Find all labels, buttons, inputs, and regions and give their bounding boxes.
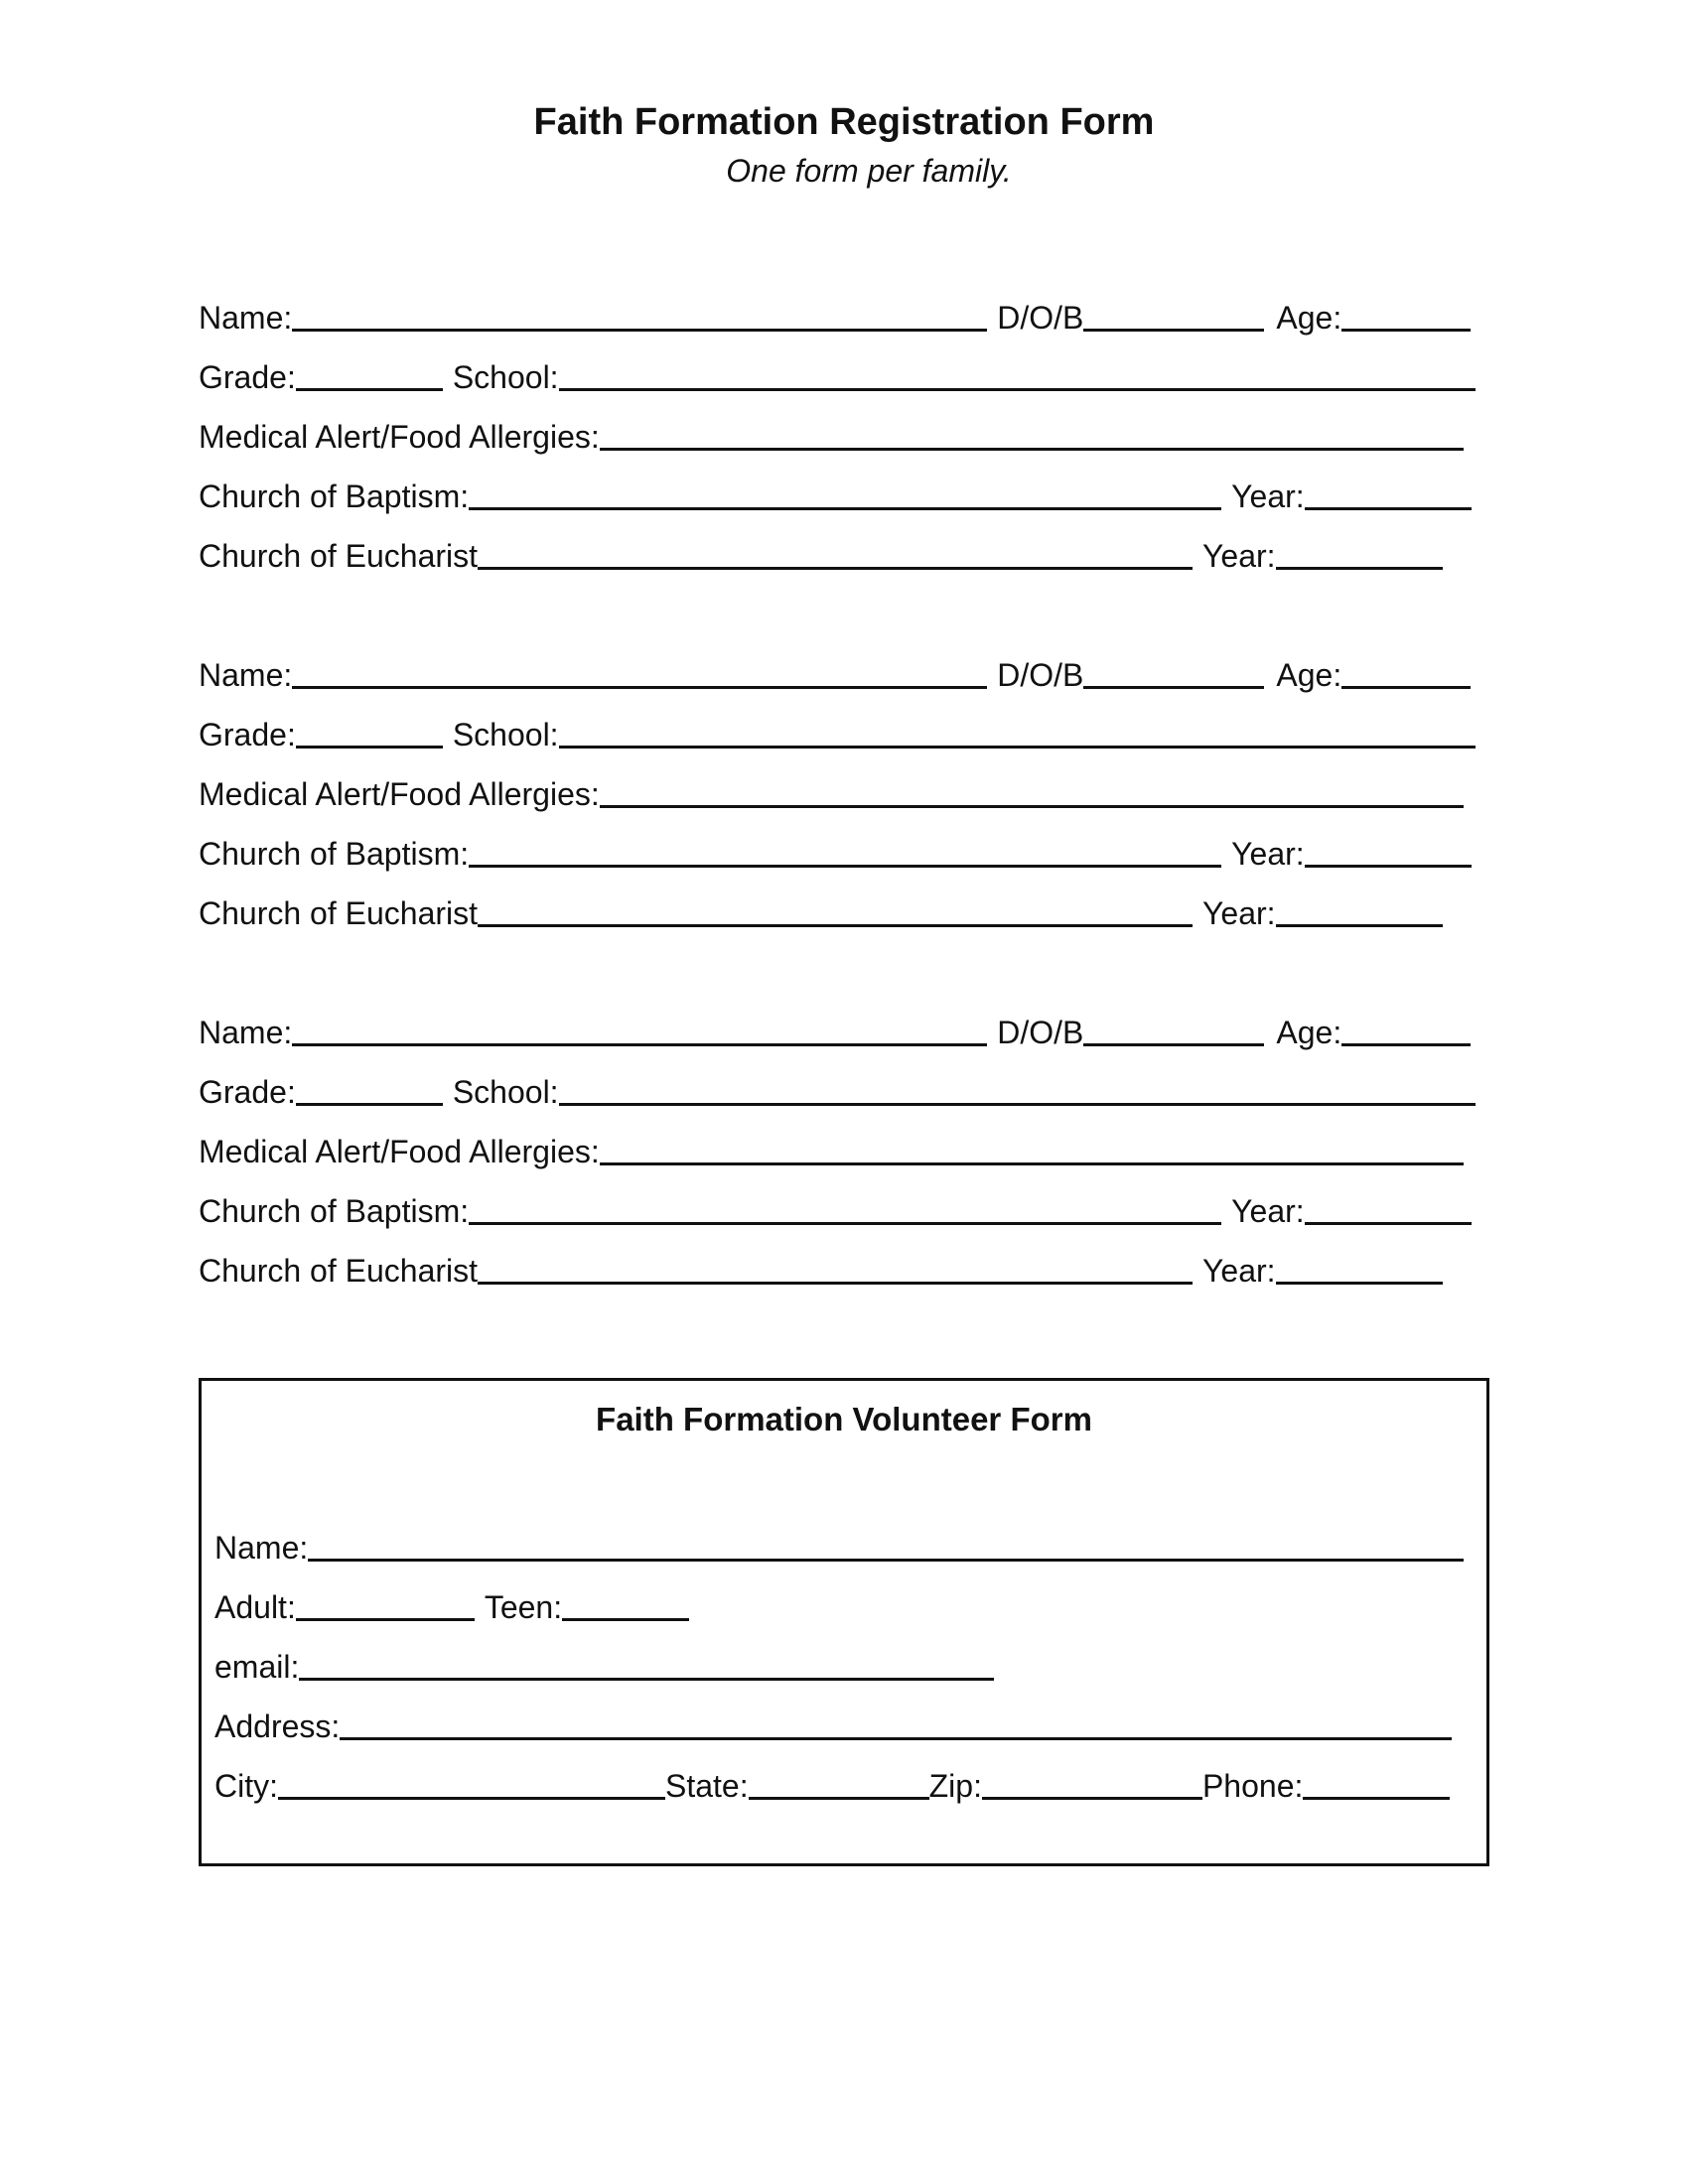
- dob-label: D/O/B: [997, 1015, 1084, 1050]
- email-label: email:: [214, 1649, 300, 1685]
- baptism-year-field[interactable]: [1305, 478, 1472, 510]
- address-label: Address:: [214, 1708, 341, 1744]
- eucharist-label: Church of Eucharist: [199, 538, 479, 574]
- child-1-name-row: [199, 298, 1471, 338]
- page-subtitle: One form per family.: [726, 153, 1012, 189]
- city-field[interactable]: [278, 1767, 665, 1800]
- volunteer-adult-teen-row: [214, 1587, 689, 1627]
- school-field[interactable]: [559, 716, 1476, 749]
- eucharist-year-field[interactable]: [1276, 1252, 1443, 1285]
- zip-label: Zip:: [928, 1768, 982, 1804]
- grade-label: Grade:: [199, 717, 296, 752]
- baptism-year-label: Year:: [1231, 836, 1305, 872]
- child-3-grade-row: [199, 1072, 1476, 1112]
- eucharist-field[interactable]: [478, 894, 1193, 927]
- medical-field[interactable]: [600, 775, 1464, 808]
- volunteer-name-field[interactable]: [308, 1529, 1464, 1562]
- school-label: School:: [452, 1074, 559, 1110]
- adult-field[interactable]: [296, 1588, 475, 1621]
- age-label: Age:: [1276, 1015, 1342, 1050]
- age-label: Age:: [1276, 657, 1342, 693]
- state-field[interactable]: [749, 1767, 929, 1800]
- eucharist-label: Church of Eucharist: [199, 895, 479, 931]
- baptism-field[interactable]: [469, 835, 1221, 868]
- volunteer-email-row: [214, 1647, 994, 1687]
- volunteer-name-row: [214, 1528, 1464, 1568]
- eucharist-year-label: Year:: [1202, 538, 1276, 574]
- baptism-field[interactable]: [469, 1192, 1221, 1225]
- child-2-baptism-row: [199, 834, 1472, 874]
- baptism-label: Church of Baptism:: [199, 1193, 470, 1229]
- baptism-year-field[interactable]: [1305, 1192, 1472, 1225]
- volunteer-address-row: [214, 1706, 1452, 1746]
- child-3-eucharist-row: [199, 1251, 1443, 1291]
- age-field[interactable]: [1341, 656, 1471, 689]
- name-field[interactable]: [292, 1014, 987, 1046]
- child-3-baptism-row: [199, 1191, 1472, 1231]
- eucharist-year-field[interactable]: [1276, 894, 1443, 927]
- dob-field[interactable]: [1083, 1014, 1264, 1046]
- baptism-field[interactable]: [469, 478, 1221, 510]
- dob-field[interactable]: [1083, 656, 1264, 689]
- grade-label: Grade:: [199, 359, 296, 395]
- baptism-label: Church of Baptism:: [199, 478, 470, 514]
- child-2-name-row: [199, 655, 1471, 695]
- eucharist-year-field[interactable]: [1276, 537, 1443, 570]
- teen-field[interactable]: [562, 1588, 689, 1621]
- child-1-eucharist-row: [199, 536, 1443, 576]
- child-2-grade-row: [199, 715, 1476, 754]
- address-field[interactable]: [340, 1707, 1452, 1740]
- school-label: School:: [452, 717, 559, 752]
- baptism-year-field[interactable]: [1305, 835, 1472, 868]
- volunteer-form-title: Faith Formation Volunteer Form: [596, 1401, 1092, 1437]
- adult-label: Adult:: [214, 1589, 296, 1625]
- eucharist-year-label: Year:: [1202, 1253, 1276, 1289]
- child-1-medical-row: [199, 417, 1464, 457]
- school-field[interactable]: [559, 358, 1476, 391]
- child-2-medical-row: [199, 774, 1464, 814]
- age-label: Age:: [1276, 300, 1342, 336]
- grade-field[interactable]: [296, 358, 443, 391]
- volunteer-city-row: [214, 1766, 1450, 1806]
- age-field[interactable]: [1341, 299, 1471, 332]
- school-label: School:: [452, 359, 559, 395]
- grade-label: Grade:: [199, 1074, 296, 1110]
- medical-field[interactable]: [600, 418, 1464, 451]
- dob-field[interactable]: [1083, 299, 1264, 332]
- child-1-grade-row: [199, 357, 1476, 397]
- volunteer-name-label: Name:: [214, 1530, 309, 1566]
- school-field[interactable]: [559, 1073, 1476, 1106]
- zip-field[interactable]: [982, 1767, 1202, 1800]
- phone-field[interactable]: [1303, 1767, 1450, 1800]
- name-label: Name:: [199, 300, 293, 336]
- state-label: State:: [665, 1768, 749, 1804]
- volunteer-form-box: [199, 1378, 1489, 1866]
- name-label: Name:: [199, 1015, 293, 1050]
- medical-label: Medical Alert/Food Allergies:: [199, 776, 600, 812]
- name-label: Name:: [199, 657, 293, 693]
- baptism-label: Church of Baptism:: [199, 836, 470, 872]
- email-field[interactable]: [299, 1648, 994, 1681]
- child-3-medical-row: [199, 1132, 1464, 1171]
- dob-label: D/O/B: [997, 657, 1084, 693]
- medical-field[interactable]: [600, 1133, 1464, 1165]
- eucharist-field[interactable]: [478, 1252, 1193, 1285]
- baptism-year-label: Year:: [1231, 478, 1305, 514]
- page-title: Faith Formation Registration Form: [533, 101, 1155, 143]
- eucharist-label: Church of Eucharist: [199, 1253, 479, 1289]
- child-3-name-row: [199, 1013, 1471, 1052]
- age-field[interactable]: [1341, 1014, 1471, 1046]
- child-2-eucharist-row: [199, 893, 1443, 933]
- city-label: City:: [214, 1768, 278, 1804]
- phone-label: Phone:: [1201, 1768, 1304, 1804]
- eucharist-year-label: Year:: [1202, 895, 1276, 931]
- name-field[interactable]: [292, 299, 987, 332]
- baptism-year-label: Year:: [1231, 1193, 1305, 1229]
- teen-label: Teen:: [484, 1589, 563, 1625]
- name-field[interactable]: [292, 656, 987, 689]
- medical-label: Medical Alert/Food Allergies:: [199, 1134, 600, 1169]
- grade-field[interactable]: [296, 1073, 443, 1106]
- child-1-baptism-row: [199, 477, 1472, 516]
- dob-label: D/O/B: [997, 300, 1084, 336]
- eucharist-field[interactable]: [478, 537, 1193, 570]
- medical-label: Medical Alert/Food Allergies:: [199, 419, 600, 455]
- grade-field[interactable]: [296, 716, 443, 749]
